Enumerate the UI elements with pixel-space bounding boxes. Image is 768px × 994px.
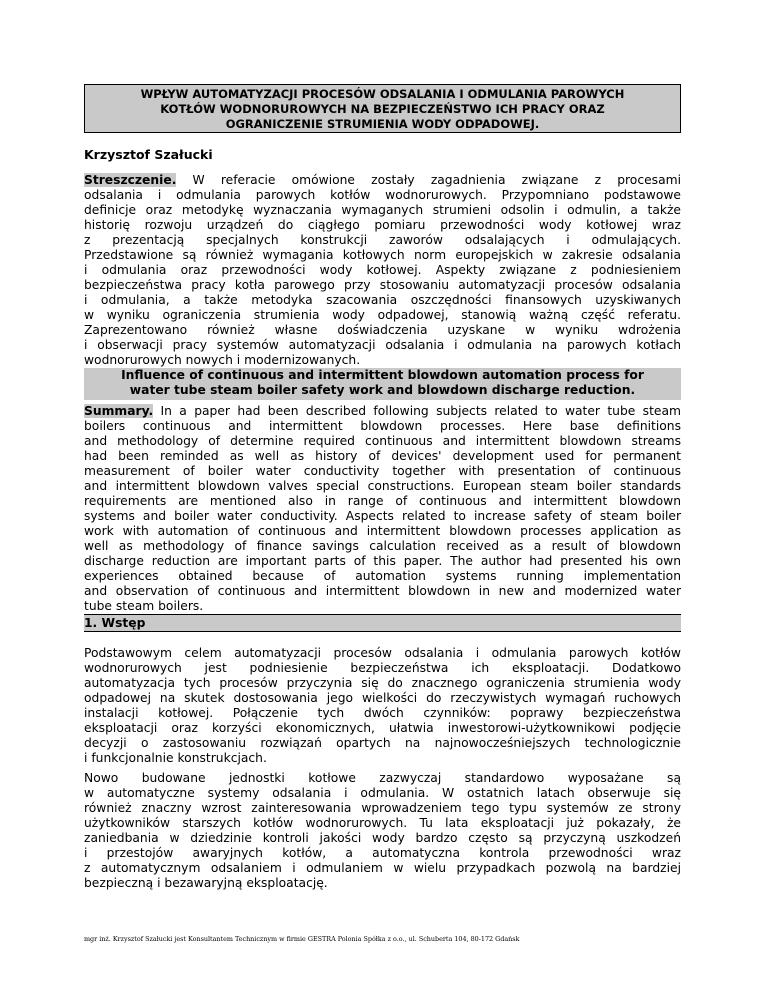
intro-paragraph-2 [84,771,681,891]
body-line: bezpieczną i bezawaryjną eksploatację. [84,876,328,890]
paper-title [84,84,681,133]
abstract-line: w wyniku ograniczenia strumienia wody odpadowej, stanowią ważną część referatu. [84,308,681,322]
body-line: automatyzacja tych procesów przyczynia się do znacznego ograniczenia strumienia wody [84,676,681,690]
summary-english [84,404,681,614]
abstract-line: Streszczenie. W referacie omówione zostały zagadnienia związane z procesami [84,173,681,187]
body-line: również znaczny wzrost zainteresowania wprowadzeniem tego typu systemów ze strony [84,801,681,815]
body-line: i funkcjonalnie konstrukcjach. [84,751,267,765]
abstract-polish [84,173,681,368]
title-line: KOTŁÓW WODNORUROWYCH NA BEZPIECZEŃSTWO ICH PRACY ORAZ [160,102,605,116]
abstract-line: i odmulania oraz przewodności wody kotłowej. Aspekty związane z podniesieniem [84,263,681,277]
body-line: Nowo budowane jednostki kotłowe zazwyczaj standardowo wyposażane są [84,771,681,785]
abstract-line: wodnorurowych nowych i modernizowanych. [84,353,361,367]
body-line: odpadowej na skutek dostosowania jego wielkości do rzeczywistych wymagań ruchowych [84,691,681,705]
english-title [84,368,681,400]
title-line: OGRANICZENIE STRUMIENIA WODY ODPADOWEJ. [225,117,540,131]
summary-line: systems and boiler water conductivity. Aspects related to increase safety of steam boiler [84,509,681,523]
summary-line: discharge reduction are important parts of this paper. The author had presented his own [84,554,681,568]
abstract-label: Streszczenie. [84,173,177,187]
summary-line: boilers continuous and intermittent blowdown processes. Here base definitions [84,419,681,433]
intro-paragraph-1 [84,646,681,766]
summary-line: had been reminded as well as history of devices' development used for permanent [84,449,681,463]
abstract-line: i obserwacji pracy systemów automatyzacji odsalania i odmulania na parowych kotłach [84,338,681,352]
summary-line: requirements are mentioned also in range of continuous and intermittent blowdown [84,494,681,508]
summary-line: well as methodology of finance savings calculation received as a result of blowdown [84,539,681,553]
summary-line: and intermittent blowdown valves special constructions. European steam boiler standards [84,479,681,493]
abstract-line: bezpieczeństwa pracy kotła parowego przy stosowaniu automatyzacji procesów odsalania [84,278,681,292]
abstract-line: historię rozwoju urządzeń do ciągłego pomiaru przewodności wody kotłowej wraz [84,218,681,232]
title-line: WPŁYW AUTOMATYZACJI PROCESÓW ODSALANIA I ODMULANIA PAROWYCH [140,87,625,101]
abstract-line: i odmulania, a także metodyka szacowania oszczędności finansowych uzyskiwanych [84,293,681,307]
author-name: Krzysztof Szałucki [84,147,213,162]
body-line: w automatyczne systemy odsalania i odmulania. W ostatnich latach obserwuje się [84,786,681,800]
abstract-line: definicje oraz metodykę wyznaczania wymaganych strumieni odsolin i odmulin, a także [84,203,681,217]
body-line: wodnorurowych jest podniesienie bezpieczeństwa ich eksploatacji. Dodatkowo [84,661,681,675]
summary-line: work with automation of continuous and intermittent blowdown processes application as [84,524,681,538]
english-title-line: Influence of continuous and intermittent blowdown automation process for [121,368,644,382]
english-title-line: water tube steam boiler safety work and blowdown discharge reduction. [129,383,636,397]
body-line: użytkowników starszych kotłów wodnorurowych. Tu lata eksploatacji już pokazały, że [84,816,681,830]
body-line: zaniedbania w dziedzinie kontroli jakości wody bardzo często są przyczyną uszkodzeń [84,831,681,845]
summary-label: Summary. [84,404,154,418]
body-line: Podstawowym celem automatyzacji procesów odsalania i odmulania parowych kotłów [84,646,681,660]
summary-line: tube steam boilers. [84,599,204,613]
summary-line: measurement of boiler water conductivity together with presentation of continuous [84,464,681,478]
body-line: decyzji o zastosowaniu rozwiązań opartych na najnowocześniejszych technologicznie [84,736,681,750]
summary-line: and methodology of determine required continuous and intermittent blowdown streams [84,434,681,448]
abstract-line: Przedstawione są również wymagania kotłowych norm europejskich w zakresie odsalania [84,248,681,262]
abstract-line: Zaprezentowano również własne doświadczenia uzyskane w wyniku wdrożenia [84,323,681,337]
footnote: mgr inż. Krzysztof Szałucki jest Konsultantem Technicznym w firmie GESTRA Polonia Spółka z o.o., ul. Schuberta 104, 80-172 Gdańsk [84,935,520,943]
summary-line: and observation of continuous and intermittent blowdown in new and modernized water [84,584,681,598]
section-heading: 1. Wstęp [84,614,681,632]
body-line: i przestojów awaryjnych kotłów, a automatyczna kontrola przewodności wraz [84,846,681,860]
body-line: z automatycznym odsalaniem i odmulaniem w wielu przypadkach pozwolą na bardziej [84,861,681,875]
abstract-line: odsalania i odmulania parowych kotłów wodnorurowych. Przypomniano podstawowe [84,188,681,202]
summary-line: Summary. In a paper had been described following subjects related to water tube steam [84,404,681,418]
summary-line: experiences obtained because of automation systems running implementation [84,569,681,583]
abstract-line: z prezentacją specjalnych konstrukcji zaworów odsalających i odmulających. [84,233,681,247]
body-line: instalacji kotłowej. Połączenie tych dwóch czynników: poprawy bezpieczeństwa [84,706,681,720]
body-line: eksploatacji oraz korzyści ekonomicznych, ułatwia inwestorowi-użytkownikowi podjęcie [84,721,681,735]
